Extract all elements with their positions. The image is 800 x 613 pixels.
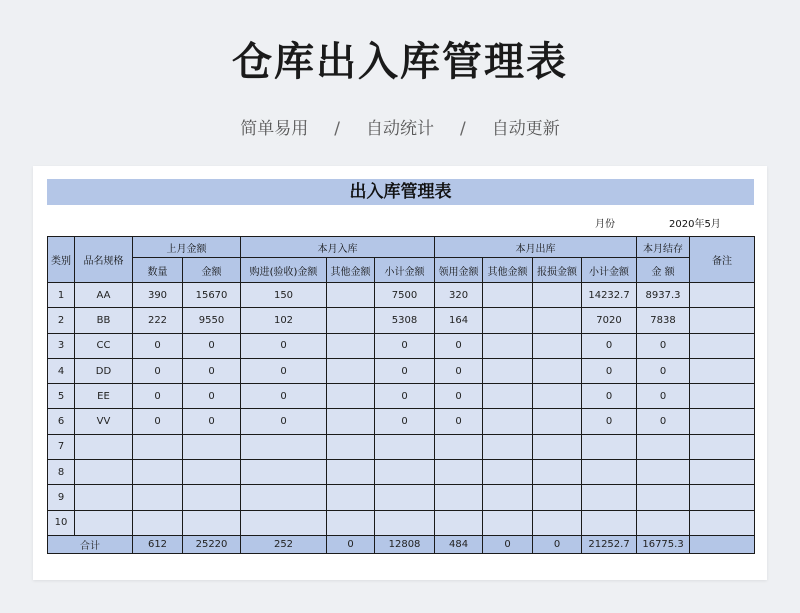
- cell-remark[interactable]: [690, 409, 755, 434]
- cell-name[interactable]: VV: [75, 409, 133, 434]
- cell-no[interactable]: 4: [48, 358, 75, 383]
- cell-balance[interactable]: [637, 485, 690, 510]
- cell-other-in[interactable]: [327, 384, 375, 409]
- cell-balance[interactable]: 0: [637, 409, 690, 434]
- total-amount[interactable]: 25220: [183, 535, 241, 553]
- cell-issue[interactable]: 0: [435, 358, 483, 383]
- header-amount: 金额: [183, 258, 241, 283]
- table-row: [48, 333, 755, 358]
- cell-qty[interactable]: 222: [133, 308, 183, 333]
- cell-no[interactable]: 3: [48, 333, 75, 358]
- cell-balance[interactable]: 0: [637, 358, 690, 383]
- cell-remark[interactable]: [690, 283, 755, 308]
- cell-purchase[interactable]: [241, 510, 327, 535]
- cell-balance[interactable]: 0: [637, 384, 690, 409]
- cell-issue[interactable]: 320: [435, 283, 483, 308]
- cell-remark[interactable]: [690, 308, 755, 333]
- cell-subtotal-out[interactable]: 14232.7: [582, 283, 637, 308]
- cell-name[interactable]: EE: [75, 384, 133, 409]
- table-row: [48, 384, 755, 409]
- cell-subtotal-in[interactable]: [375, 460, 435, 485]
- cell-loss[interactable]: [533, 409, 582, 434]
- total-subtotal-in[interactable]: 12808: [375, 535, 435, 553]
- month-label: 月份: [595, 219, 615, 230]
- header-subtotal-in: 小计金额: [375, 258, 435, 283]
- header-purchase: 购进(验收)金额: [241, 258, 327, 283]
- cell-no[interactable]: 8: [48, 460, 75, 485]
- total-issue[interactable]: 484: [435, 535, 483, 553]
- cell-qty[interactable]: 0: [133, 358, 183, 383]
- cell-amount[interactable]: 0: [183, 333, 241, 358]
- cell-qty[interactable]: [133, 510, 183, 535]
- cell-amount[interactable]: 15670: [183, 283, 241, 308]
- spreadsheet-card: [33, 166, 767, 580]
- table-row: [48, 409, 755, 434]
- cell-issue[interactable]: 0: [435, 409, 483, 434]
- cell-other-out[interactable]: [483, 485, 533, 510]
- cell-loss[interactable]: [533, 333, 582, 358]
- total-remark[interactable]: [690, 535, 755, 553]
- cell-name[interactable]: [75, 460, 133, 485]
- cell-amount[interactable]: 9550: [183, 308, 241, 333]
- cell-issue[interactable]: [435, 434, 483, 459]
- cell-name[interactable]: [75, 510, 133, 535]
- cell-balance[interactable]: 7838: [637, 308, 690, 333]
- header-remarks: 备注: [690, 237, 755, 283]
- table-row: [48, 283, 755, 308]
- cell-name[interactable]: [75, 485, 133, 510]
- cell-subtotal-out[interactable]: [582, 510, 637, 535]
- cell-subtotal-in[interactable]: 0: [375, 409, 435, 434]
- cell-name[interactable]: CC: [75, 333, 133, 358]
- header-loss: 报损金额: [533, 258, 582, 283]
- cell-subtotal-out[interactable]: 0: [582, 384, 637, 409]
- total-balance[interactable]: 16775.3: [637, 535, 690, 553]
- cell-issue[interactable]: [435, 510, 483, 535]
- cell-issue[interactable]: [435, 460, 483, 485]
- cell-remark[interactable]: [690, 434, 755, 459]
- cell-loss[interactable]: [533, 510, 582, 535]
- table-row: [48, 460, 755, 485]
- total-other-in[interactable]: 0: [327, 535, 375, 553]
- cell-qty[interactable]: [133, 485, 183, 510]
- cell-purchase[interactable]: 102: [241, 308, 327, 333]
- cell-no[interactable]: 10: [48, 510, 75, 535]
- cell-balance[interactable]: [637, 510, 690, 535]
- sheet-title: 出入库管理表: [47, 179, 754, 205]
- cell-other-out[interactable]: [483, 308, 533, 333]
- cell-no[interactable]: 1: [48, 283, 75, 308]
- cell-qty[interactable]: [133, 434, 183, 459]
- cell-amount[interactable]: [183, 485, 241, 510]
- header-outbound: 本月出库: [435, 237, 637, 258]
- cell-remark[interactable]: [690, 510, 755, 535]
- cell-other-out[interactable]: [483, 333, 533, 358]
- total-subtotal-out[interactable]: 21252.7: [582, 535, 637, 553]
- cell-other-in[interactable]: [327, 409, 375, 434]
- cell-qty[interactable]: 390: [133, 283, 183, 308]
- cell-purchase[interactable]: 0: [241, 409, 327, 434]
- cell-qty[interactable]: 0: [133, 409, 183, 434]
- table-row: [48, 434, 755, 459]
- header-last-month-amount: 上月金额: [133, 237, 241, 258]
- cell-subtotal-out[interactable]: 0: [582, 358, 637, 383]
- table-row: [48, 358, 755, 383]
- tag-separator: /: [334, 119, 340, 139]
- cell-issue[interactable]: 0: [435, 333, 483, 358]
- cell-name[interactable]: AA: [75, 283, 133, 308]
- cell-issue[interactable]: 164: [435, 308, 483, 333]
- cell-balance[interactable]: [637, 460, 690, 485]
- cell-balance[interactable]: [637, 434, 690, 459]
- cell-no[interactable]: 2: [48, 308, 75, 333]
- cell-amount[interactable]: 0: [183, 358, 241, 383]
- cell-no[interactable]: 7: [48, 434, 75, 459]
- header-issue: 领用金额: [435, 258, 483, 283]
- cell-issue[interactable]: [435, 485, 483, 510]
- cell-other-out[interactable]: [483, 460, 533, 485]
- page-title: 仓库出入库管理表: [232, 39, 568, 85]
- header-other-in: 其他金额: [327, 258, 375, 283]
- cell-other-in[interactable]: [327, 510, 375, 535]
- cell-other-out[interactable]: [483, 434, 533, 459]
- header-subtotal-out: 小计金额: [582, 258, 637, 283]
- cell-subtotal-in[interactable]: 0: [375, 384, 435, 409]
- cell-name[interactable]: DD: [75, 358, 133, 383]
- cell-other-in[interactable]: [327, 358, 375, 383]
- cell-amount[interactable]: 0: [183, 384, 241, 409]
- total-other-out[interactable]: 0: [483, 535, 533, 553]
- cell-amount[interactable]: 0: [183, 409, 241, 434]
- cell-other-out[interactable]: [483, 358, 533, 383]
- cell-amount[interactable]: [183, 434, 241, 459]
- cell-amount[interactable]: [183, 460, 241, 485]
- cell-other-in[interactable]: [327, 485, 375, 510]
- cell-loss[interactable]: [533, 434, 582, 459]
- total-label: 合计: [48, 535, 133, 553]
- cell-other-in[interactable]: [327, 333, 375, 358]
- cell-amount[interactable]: [183, 510, 241, 535]
- tag-auto-update: 自动更新: [491, 119, 560, 139]
- cell-qty[interactable]: 0: [133, 333, 183, 358]
- cell-remark[interactable]: [690, 384, 755, 409]
- cell-qty[interactable]: [133, 460, 183, 485]
- cell-subtotal-in[interactable]: [375, 485, 435, 510]
- cell-purchase[interactable]: [241, 460, 327, 485]
- cell-other-out[interactable]: [483, 283, 533, 308]
- cell-balance[interactable]: 0: [637, 333, 690, 358]
- feature-tagline: [0, 114, 800, 139]
- cell-loss[interactable]: [533, 283, 582, 308]
- cell-subtotal-in[interactable]: [375, 434, 435, 459]
- cell-subtotal-out[interactable]: [582, 485, 637, 510]
- header-category: 类别: [48, 237, 75, 283]
- cell-remark[interactable]: [690, 460, 755, 485]
- cell-subtotal-in[interactable]: 5308: [375, 308, 435, 333]
- cell-name[interactable]: BB: [75, 308, 133, 333]
- cell-issue[interactable]: 0: [435, 384, 483, 409]
- cell-loss[interactable]: [533, 384, 582, 409]
- cell-purchase[interactable]: [241, 485, 327, 510]
- cell-remark[interactable]: [690, 485, 755, 510]
- cell-subtotal-out[interactable]: 7020: [582, 308, 637, 333]
- cell-remark[interactable]: [690, 358, 755, 383]
- header-balance-amount: 金 额: [637, 258, 690, 283]
- table-row: [48, 485, 755, 510]
- table-row: [48, 308, 755, 333]
- header-product: 品名规格: [75, 237, 133, 283]
- cell-loss[interactable]: [533, 358, 582, 383]
- total-purchase[interactable]: 252: [241, 535, 327, 553]
- cell-other-out[interactable]: [483, 510, 533, 535]
- cell-subtotal-in[interactable]: 0: [375, 333, 435, 358]
- cell-subtotal-in[interactable]: 0: [375, 358, 435, 383]
- cell-name[interactable]: [75, 434, 133, 459]
- cell-subtotal-out[interactable]: 0: [582, 333, 637, 358]
- cell-loss[interactable]: [533, 308, 582, 333]
- month-value[interactable]: 2020年5月: [669, 219, 721, 230]
- cell-other-in[interactable]: [327, 460, 375, 485]
- cell-subtotal-in[interactable]: [375, 510, 435, 535]
- inventory-table: [47, 236, 755, 554]
- cell-purchase[interactable]: [241, 434, 327, 459]
- cell-other-in[interactable]: [327, 283, 375, 308]
- header-inbound: 本月入库: [241, 237, 435, 258]
- header-other-out: 其他金额: [483, 258, 533, 283]
- cell-no[interactable]: 5: [48, 384, 75, 409]
- total-qty[interactable]: 612: [133, 535, 183, 553]
- cell-purchase[interactable]: 0: [241, 333, 327, 358]
- tag-auto-statistics: 自动统计: [366, 119, 434, 139]
- total-loss[interactable]: 0: [533, 535, 582, 553]
- header-balance: 本月结存: [637, 237, 690, 258]
- header-qty: 数量: [133, 258, 183, 283]
- table-row: [48, 510, 755, 535]
- cell-subtotal-out[interactable]: [582, 434, 637, 459]
- cell-no[interactable]: 6: [48, 409, 75, 434]
- cell-balance[interactable]: 8937.3: [637, 283, 690, 308]
- cell-other-out[interactable]: [483, 409, 533, 434]
- cell-purchase[interactable]: 0: [241, 358, 327, 383]
- tag-separator: /: [460, 119, 466, 139]
- cell-remark[interactable]: [690, 333, 755, 358]
- total-row: [48, 535, 755, 553]
- cell-subtotal-out[interactable]: [582, 460, 637, 485]
- cell-purchase[interactable]: 0: [241, 384, 327, 409]
- cell-loss[interactable]: [533, 485, 582, 510]
- cell-no[interactable]: 9: [48, 485, 75, 510]
- cell-subtotal-in[interactable]: 7500: [375, 283, 435, 308]
- tag-easy-to-use: 简单易用: [240, 119, 309, 139]
- cell-purchase[interactable]: 150: [241, 283, 327, 308]
- cell-other-out[interactable]: [483, 384, 533, 409]
- cell-qty[interactable]: 0: [133, 384, 183, 409]
- cell-loss[interactable]: [533, 460, 582, 485]
- cell-other-in[interactable]: [327, 434, 375, 459]
- cell-other-in[interactable]: [327, 308, 375, 333]
- cell-subtotal-out[interactable]: 0: [582, 409, 637, 434]
